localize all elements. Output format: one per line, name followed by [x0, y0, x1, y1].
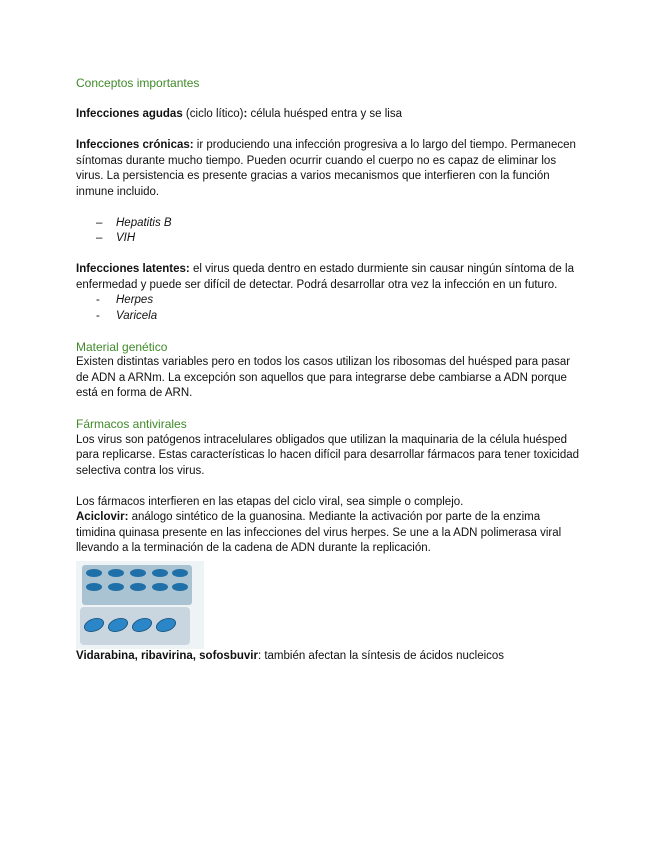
paragraph-aciclovir: Aciclovir: análogo sintético de la guanosina. Mediante la activación por parte de la enzima timidina quinasa presente en las infecciones del virus herpes. Se une a la ADN polimerasa viral llevando a la terminación de la cadena de ADN durante la replicación. — [76, 511, 562, 554]
list-cronicas — [76, 216, 581, 247]
list-item: – VIH — [96, 232, 136, 244]
paragraph-vidarabina: Vidarabina, ribavirina, sofosbuvir: también afectan la síntesis de ácidos nucleicos — [76, 649, 505, 662]
term-cronicas: Infecciones crónicas: — [76, 139, 194, 151]
paragraph-material: Existen distintas variables pero en todos los casos utilizan los ribosomas del huésped para pasar de ADN a ARNm. La excepción son aquellos que para integrarse debe cambiarse a ADN porque está en forma de ARN. — [76, 356, 571, 399]
term-agudas: Infecciones agudas — [76, 108, 183, 120]
paragraph-agudas: Infecciones agudas (ciclo lítico): célula huésped entra y se lisa — [76, 108, 402, 120]
term-vidarabina: Vidarabina, ribavirina, sofosbuvir — [76, 649, 258, 662]
paragraph-interfieren: Los fármacos interfieren en las etapas del ciclo viral, sea simple o complejo. — [76, 495, 464, 508]
list-latentes — [76, 293, 581, 324]
heading-conceptos: Conceptos importantes — [76, 76, 200, 90]
list-item: - Herpes — [96, 294, 154, 306]
list-item: - Varicela — [96, 309, 158, 322]
term-aciclovir: Aciclovir: — [76, 511, 129, 523]
pills-image — [76, 561, 204, 649]
heading-material: Material genético — [76, 339, 168, 354]
paragraph-latentes: Infecciones latentes: el virus queda dentro en estado durmiente sin causar ningún síntoma de la enfermedad y puede ser difícil de detectar. Podrá desarrollar otra vez la infección en un futuro. — [76, 263, 574, 291]
term-latentes: Infecciones latentes: — [76, 263, 190, 275]
paragraph-farmacos: Los virus son patógenos intracelulares obligados que utilizan la maquinaria de la célula huésped para replicarse. Estas características lo hacen difícil para desarrollar fármacos para tener toxicidad selectiva contra los virus. — [76, 433, 580, 477]
document-page — [76, 76, 581, 664]
heading-farmacos: Fármacos antivirales — [76, 417, 187, 431]
list-item: – Hepatitis B — [96, 216, 172, 229]
paragraph-cronicas: Infecciones crónicas: ir produciendo una infección progresiva a lo largo del tiempo. Permanecen síntomas durante mucho tiempo. Pueden ocurrir cuando el cuerpo no es capaz de eliminar los virus. La persistencia es presente gracias a varios mecanismos que interfieren con la función inmune incluido. — [76, 139, 576, 198]
